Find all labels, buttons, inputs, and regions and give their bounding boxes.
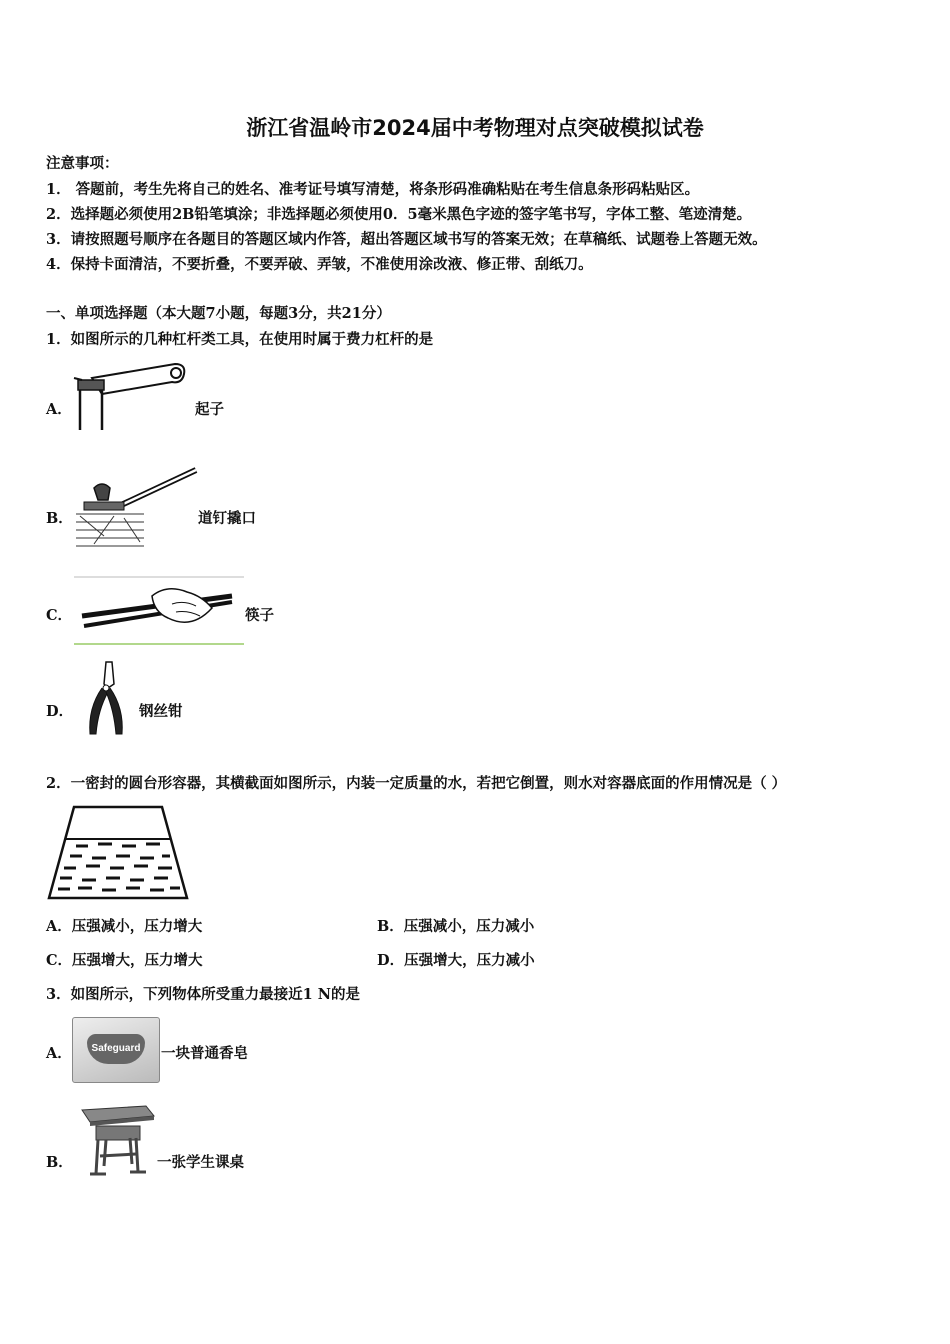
option-label: 筷子 (245, 607, 274, 624)
student-desk-illustration (76, 1100, 156, 1180)
question-1-stem: 1．如图所示的几种杠杆类工具，在使用时属于费力杠杆的是 (46, 331, 434, 348)
option-label: 道钉撬口 (198, 510, 256, 527)
notice-item: 3．请按照题号顺序在各题目的答题区域内作答，超出答题区域书写的答案无效；在草稿纸、试题卷上答题无效。 (46, 231, 767, 248)
option-label: 一块普通香皂 (161, 1045, 248, 1062)
option-letter: C． (46, 607, 73, 624)
option-letter: A． (46, 1045, 72, 1062)
option-text: A．压强减小，压力增大 (46, 918, 203, 935)
option-letter: B． (46, 510, 73, 527)
option-text: C．压强增大，压力增大 (46, 952, 203, 969)
soap-box-illustration (72, 1017, 160, 1083)
question-3-stem: 3．如图所示，下列物体所受重力最接近1 N的是 (46, 986, 360, 1003)
notice-heading: 注意事项： (46, 155, 119, 172)
option-letter: D． (46, 703, 74, 720)
notice-item: 1． 答题前，考生先将自己的姓名、准考证号填写清楚，将条形码准确粘贴在考生信息条形码粘贴区。 (46, 181, 700, 198)
notice-item: 2．选择题必须使用2B铅笔填涂；非选择题必须使用0．5毫米黑色字迹的签字笔书写，字体工整、笔迹清楚。 (46, 206, 752, 223)
option-label: 一张学生课桌 (157, 1154, 244, 1171)
bottle-opener-illustration (70, 358, 190, 433)
option-label: 钢丝钳 (139, 703, 183, 720)
notice-item: 4．保持卡面清洁，不要折叠，不要弄破、弄皱，不准使用涂改液、修正带、刮纸刀。 (46, 256, 593, 273)
option-text: D．压强增大，压力减小 (377, 952, 535, 969)
option-text: B．压强减小，压力减小 (377, 918, 535, 935)
truncated-cone-container-diagram (46, 804, 191, 900)
rail-spike-lever-illustration (74, 466, 204, 551)
option-letter: B． (46, 1154, 73, 1171)
page-title: 浙江省温岭市2024届中考物理对点突破模拟试卷 (246, 116, 704, 140)
option-label: 起子 (195, 401, 224, 418)
soap-brand-logo: Safeguard (87, 1034, 145, 1064)
section-heading: 一、单项选择题（本大题7小题，每题3分，共21分） (46, 305, 391, 322)
question-2-stem: 2．一密封的圆台形容器，其横截面如图所示，内装一定质量的水，若把它倒置，则水对容器底面的作用情况是（ ） (46, 775, 787, 792)
option-letter: A． (46, 401, 72, 418)
chopsticks-illustration (72, 574, 247, 649)
pliers-illustration (84, 658, 128, 738)
